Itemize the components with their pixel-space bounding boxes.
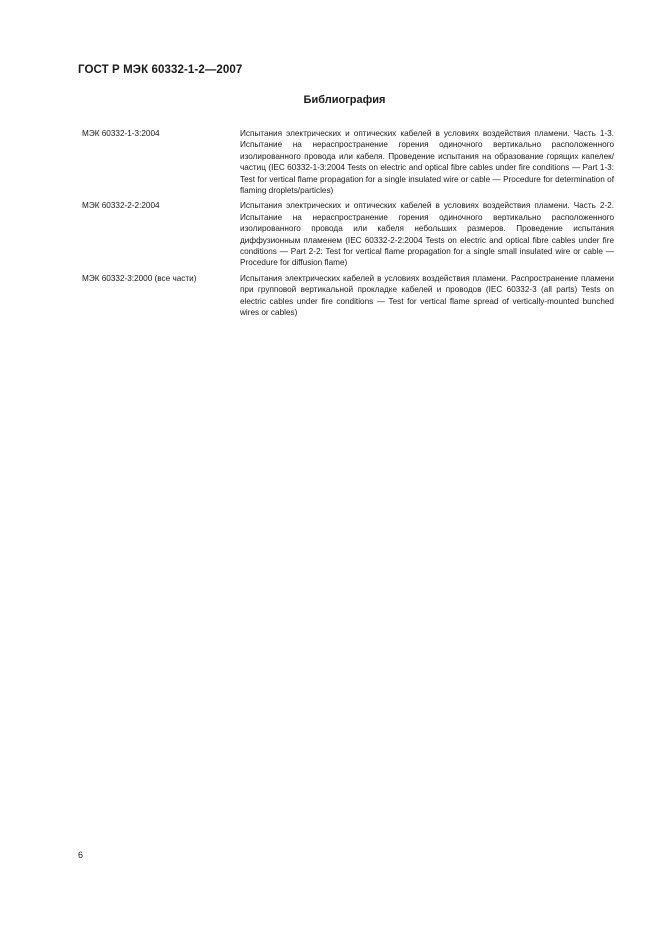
page-number: 6 [78,850,84,860]
bibliography-reference: МЭК 60332-3:2000 (все части) [82,273,197,283]
bibliography-reference: МЭК 60332-2-2:2004 [82,201,160,211]
bibliography-description: Испытания электрических и оптических кабелей в условиях воздействия пламени. Часть 1-3. Испытание на нераспространение горения одиночного вертикально расположенного изолированного провода или кабеля. Проведение испытания на образование горящих капелек/частиц (IEC 60332-1-3:2004 Tests on electric and optical fibre cables under fire conditions — Part 1-3: Test for vertical flame propagation for a single insulated wire or cable — Procedure for determination of flaming droplets/particles) [240,129,614,196]
bibliography-description: Испытания электрических кабелей в условиях воздействия пламени. Распространение пламени при групповой вертикальной прокладке кабелей и проводов (IEC 60332-3 (all parts) Tests on electric cables under fire conditions — Test for vertical flame spread of vertically-mounted bunched wires or cables) [240,273,614,318]
bibliography-reference: МЭК 60332-1-3:2004 [82,129,160,138]
section-title: Библиография [303,94,386,106]
bibliography-entry [82,128,614,196]
bibliography-description: Испытания электрических и оптических кабелей в условиях воздействия пламени. Часть 2-2. Испытание на нераспространение горения одиночного вертикально расположенного изолированного провода или кабеля небольших размеров. Проведение испытания диффузионным пламенем (IEC 60332-2-2:2004 Tests on electric and optical fibre cables under fire conditions — Part 2-2: Test for vertical flame propagation for a single small insulated wire or cable — Procedure for diffusion flame) [240,201,614,268]
document-header: ГОСТ Р МЭК 60332-1-2—2007 [78,64,243,76]
bibliography-entry [82,273,614,319]
bibliography-list [82,128,614,323]
bibliography-entry [82,200,614,268]
